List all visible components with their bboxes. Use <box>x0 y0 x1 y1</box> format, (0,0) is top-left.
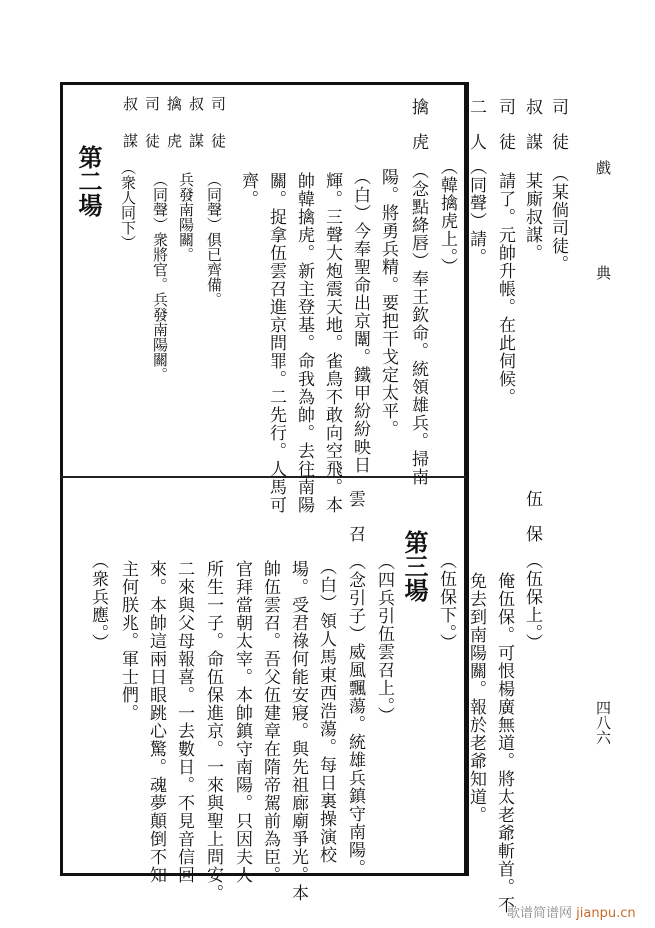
stage-direction: （衆人同下） <box>119 160 137 250</box>
stage-direction: （伍保下。） <box>436 552 456 652</box>
speaker-row-top: 司 <box>143 96 161 111</box>
stage-direction: （四兵引伍雲召上。） <box>374 553 394 725</box>
dialogue-line: 免去到南陽關。報於老爺知道。 <box>466 572 486 824</box>
dialogue-line: 關。捉拿伍雲召進京問罪。二先行。人馬可 <box>266 172 286 514</box>
dialogue-line: 帥伍雲召。吾父伍建章在隋帝駕前為臣。 <box>260 560 280 884</box>
dialogue-line: （念點絳唇）奉王欽命。統領雄兵。掃南 <box>408 162 428 486</box>
speaker-row-top: 擒 <box>165 96 183 111</box>
speaker-row-bottom: 虎 <box>165 133 183 148</box>
speaker-row-bottom: 謀 <box>187 133 205 148</box>
speaker-label: 伍保 <box>522 490 542 560</box>
stage-direction: （衆兵應。） <box>88 552 108 652</box>
dialogue-line: 齊。 <box>238 172 258 208</box>
stage-direction: （伍保上。） <box>522 552 542 652</box>
speaker-label: 叔謀 <box>522 98 542 168</box>
speaker-label: 司徒 <box>495 98 515 168</box>
book-title-bottom: 典 <box>594 265 612 280</box>
stage-direction: （韓擒虎上。） <box>437 158 457 276</box>
speaker-row-bottom: 徒 <box>143 133 161 148</box>
speaker-row-bottom: 徒 <box>209 133 227 148</box>
dialogue-line: 所生一子。命伍保進京。一來與聖上問安。 <box>203 560 223 902</box>
speaker-row-bottom: 謀 <box>121 133 139 148</box>
speaker-label: 雲召 <box>345 490 365 560</box>
speaker-row-top: 叔 <box>187 96 205 111</box>
dialogue-line: （白）今奉聖命出京闈。鐵甲紛紛映日 <box>350 168 370 474</box>
dialogue-line: （同聲）俱已齊備。 <box>205 172 223 307</box>
speaker-row-top: 司 <box>209 96 227 111</box>
speaker-row-top: 叔 <box>121 96 139 111</box>
dialogue-line: 兵發南陽關。 <box>177 172 195 262</box>
dialogue-line: （同聲）請。 <box>466 158 486 266</box>
dialogue-line: 來。本帥這兩日眼跳心驚。魂夢顛倒不知 <box>146 560 166 884</box>
dialogue-line: 某廝叔謀。 <box>522 172 542 262</box>
dialogue-line: 場。受君祿何能安寢。與先祖廊廟爭光。本 <box>288 560 308 902</box>
watermark-url: jianpu.cn <box>576 906 636 921</box>
speaker-label: 二人 <box>466 98 486 168</box>
scene-heading: 第二場 <box>74 145 103 217</box>
dialogue-line: 俺伍保。可恨楊廣無道。將太老爺斬首。不 <box>494 572 514 914</box>
dialogue-line: 官拜當朝太宰。本帥鎮守南陽。只因夫人 <box>232 560 252 884</box>
section-divider <box>60 476 466 478</box>
dialogue-line: （念引子）威風飄蕩。統雄兵鎮守南陽。 <box>345 553 365 877</box>
dialogue-line: 輝。三聲大炮震天地。雀鳥不敢向空飛。本 <box>322 172 342 514</box>
scene-heading: 第三場 <box>400 530 429 602</box>
dialogue-line: 請了。元帥升帳。在此伺候。 <box>495 172 515 406</box>
dialogue-line: （白）領人馬東西浩蕩。每日裏操演校 <box>316 558 336 864</box>
dialogue-line: （某倘司徒。 <box>548 165 568 273</box>
speaker-label: 司徒 <box>548 98 568 168</box>
dialogue-line: （同聲）衆將官。兵發南陽關。 <box>151 172 169 382</box>
dialogue-line: 二來與父母報喜。一去數日。不見音信回 <box>174 560 194 884</box>
dialogue-line: 帥韓擒虎。新主登基。命我為帥。去往南陽 <box>294 172 314 514</box>
watermark-site: 歌谱简谱网 <box>507 906 573 921</box>
dialogue-line: 陽。將勇兵精。要把干戈定太平。 <box>378 168 398 438</box>
speaker-label: 擒虎 <box>408 98 428 168</box>
watermark <box>507 902 636 921</box>
page-number: 四八六 <box>594 700 612 745</box>
book-title-top: 戲 <box>594 160 612 175</box>
dialogue-line: 主何朕兆。軍士們。 <box>118 560 138 722</box>
